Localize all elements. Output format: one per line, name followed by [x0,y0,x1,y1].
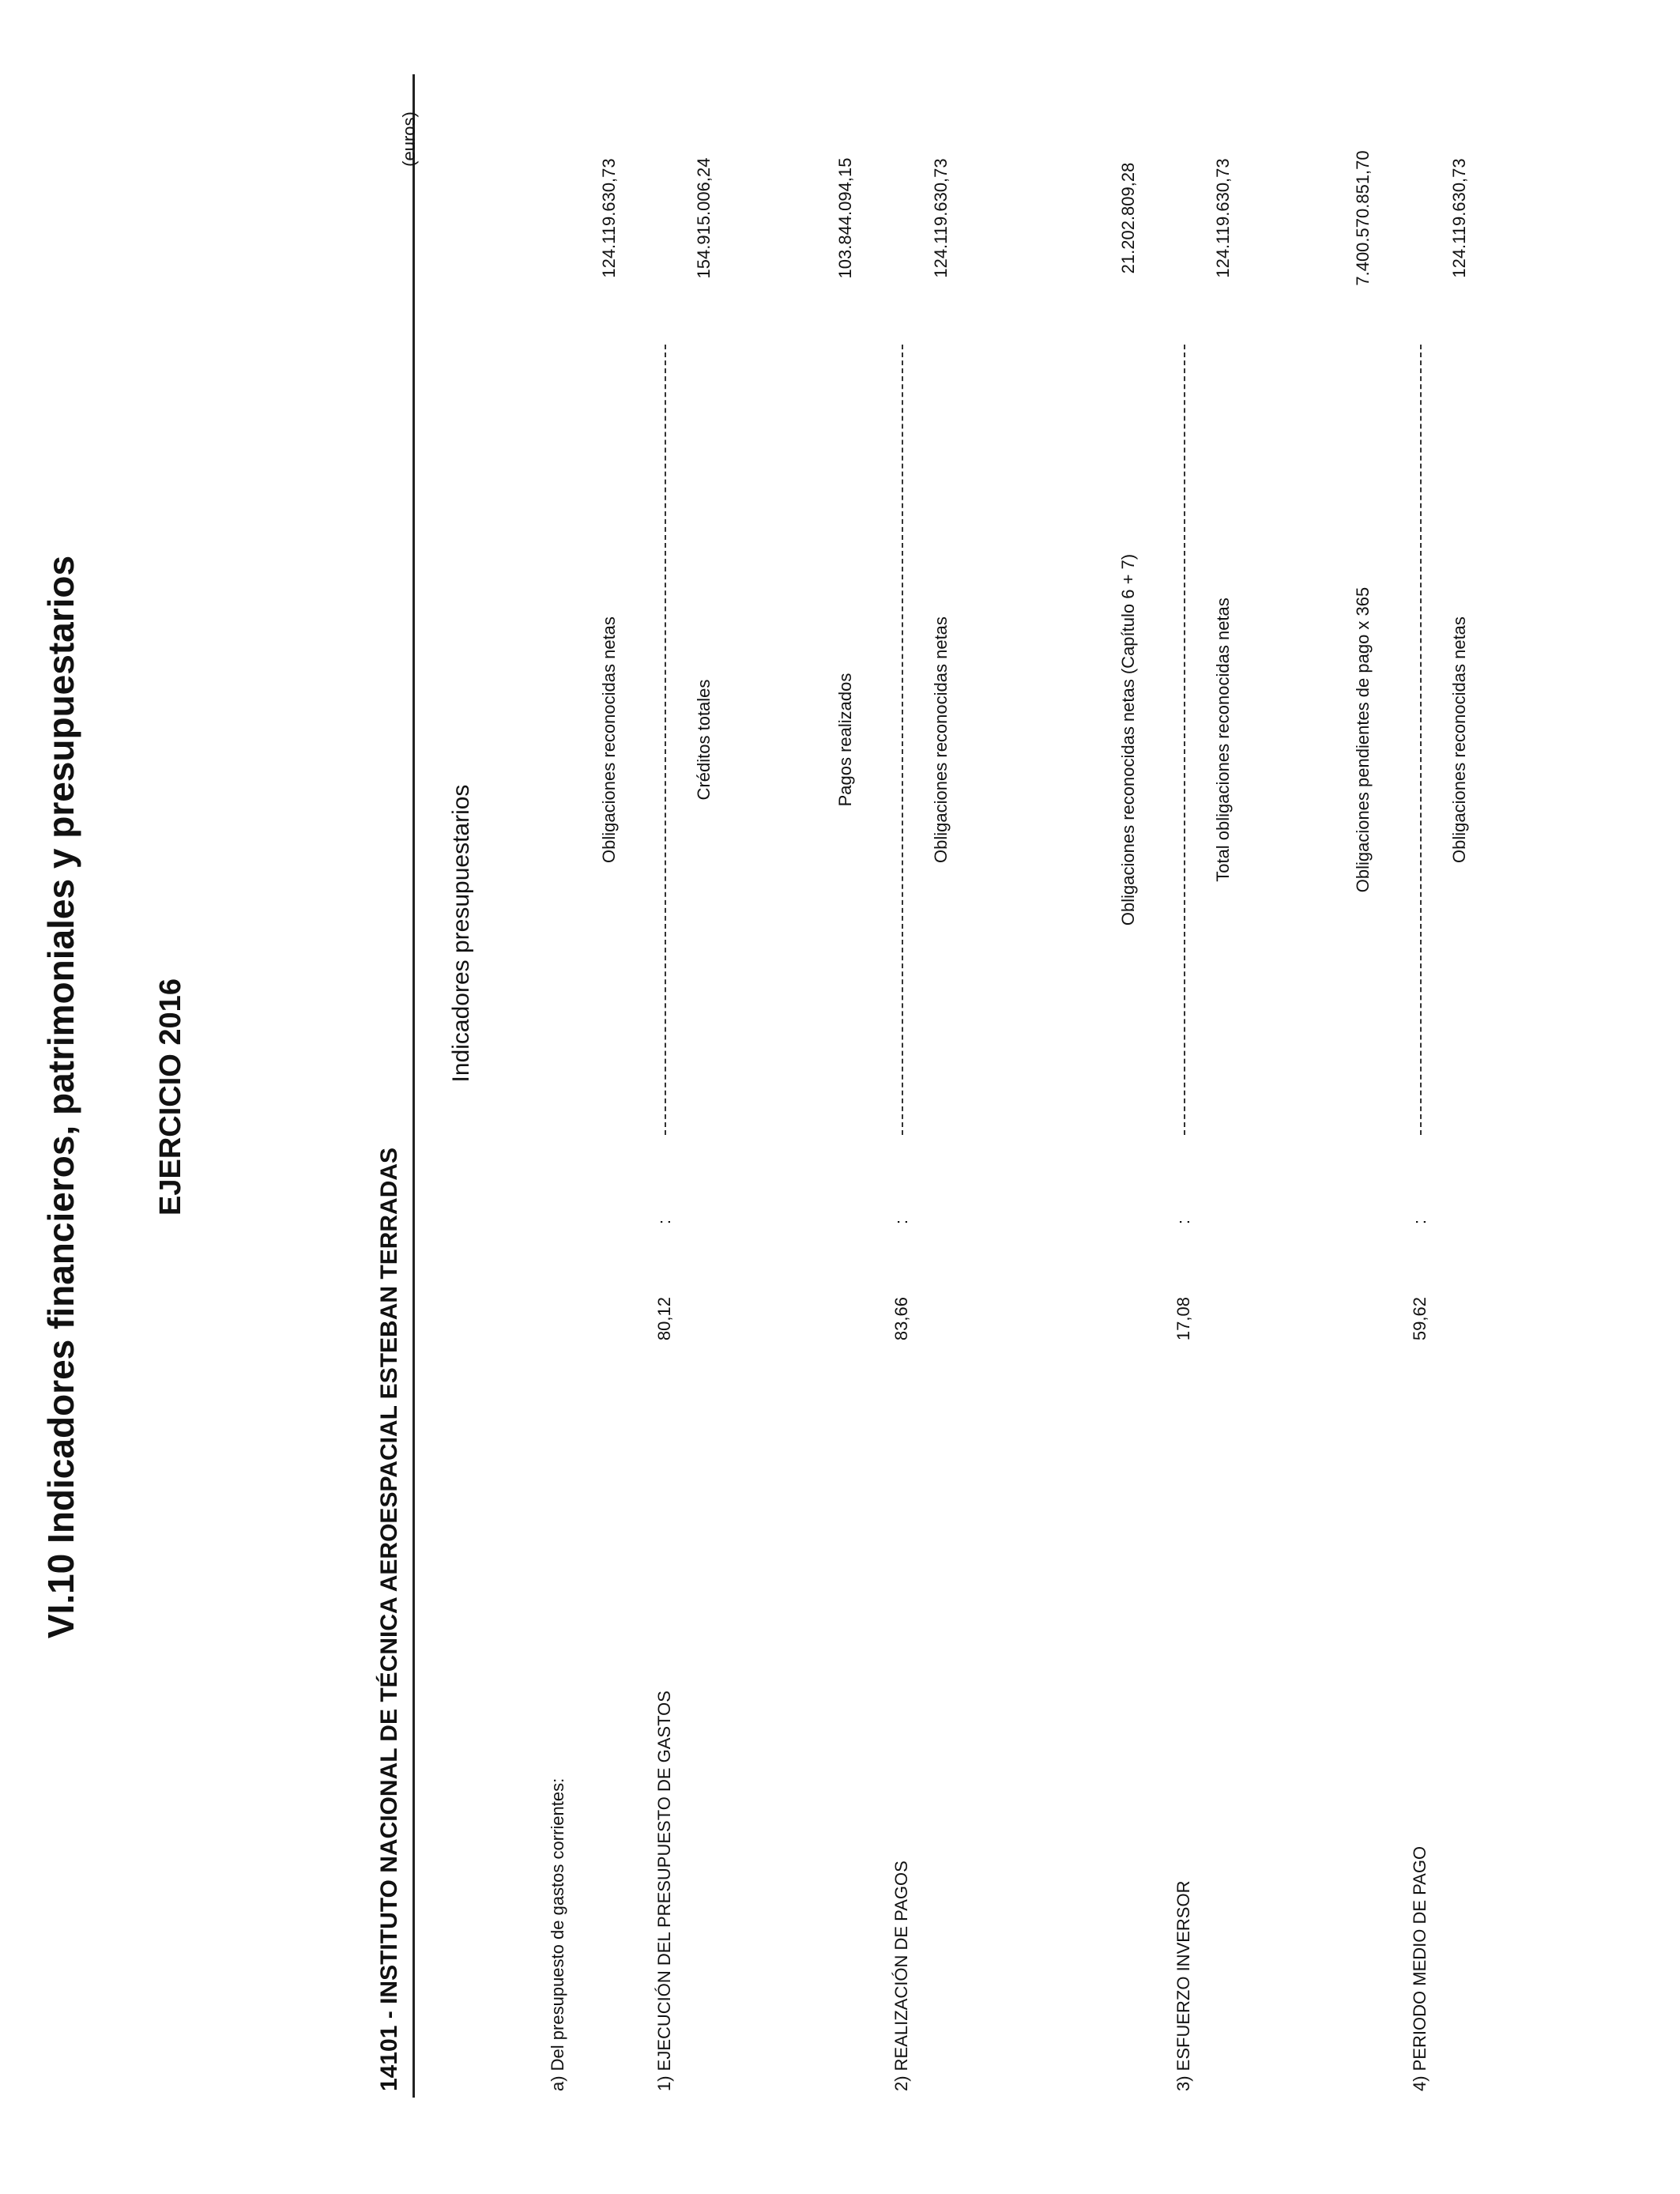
indicator-label: 3) ESFUERZO INVERSOR [1173,1880,1193,2091]
indicator-separator: : [1410,1219,1430,1225]
section-heading: Indicadores presupuestarios [448,784,474,1083]
fraction-line [1184,345,1185,1135]
numerator-label: Obligaciones reconocidas netas (Capítulo 6 + 7) [1118,553,1138,926]
header-rule [412,74,415,2098]
indicator-value: 17,08 [1173,1297,1193,1341]
indicator-value: 83,66 [891,1297,911,1341]
fraction-line [902,345,903,1135]
fiscal-year-title: EJERCICIO 2016 [154,978,187,1216]
indicator-separator: : [1173,1219,1193,1225]
indicator-separator: : [891,1219,911,1225]
numerator-label: Pagos realizados [835,673,855,807]
numerator-label: Obligaciones pendientes de pago x 365 [1353,586,1373,893]
indicator-label: 2) REALIZACIÓN DE PAGOS [891,1860,911,2091]
denominator-amount: 124.119.630,73 [931,158,951,278]
indicator-label: 4) PERIODO MEDIO DE PAGO [1410,1845,1430,2091]
subsection-label: a) Del presupuesto de gastos corrientes: [548,1777,567,2091]
numerator-amount: 7.400.570.851,70 [1353,150,1373,286]
denominator-label: Obligaciones reconocidas netas [931,616,951,863]
numerator-amount: 21.202.809,28 [1118,162,1138,274]
numerator-label: Obligaciones reconocidas netas [599,616,619,863]
numerator-amount: 124.119.630,73 [599,158,619,278]
indicator-label: 1) EJECUCIÓN DEL PRESUPUESTO DE GASTOS [654,1691,674,2091]
denominator-label: Obligaciones reconocidas netas [1449,616,1469,863]
denominator-amount: 154.915.006,24 [694,157,714,279]
denominator-amount: 124.119.630,73 [1213,158,1233,278]
entity-heading: 14101 - INSTITUTO NACIONAL DE TÉCNICA AEROESPACIAL ESTEBAN TERRADAS [376,1147,402,2091]
indicator-separator: : [654,1219,674,1225]
fraction-line [1420,345,1422,1135]
currency-unit: (euros) [399,111,419,167]
denominator-label: Total obligaciones reconocidas netas [1213,598,1233,882]
numerator-amount: 103.844.094,15 [835,157,855,279]
denominator-amount: 124.119.630,73 [1449,158,1469,278]
indicator-value: 59,62 [1410,1297,1430,1341]
indicator-value: 80,12 [654,1297,674,1341]
page-title: VI.10 Indicadores financieros, patrimoniales y presupuestarios [40,555,81,1639]
fraction-line [665,345,666,1135]
denominator-label: Créditos totales [694,679,714,801]
